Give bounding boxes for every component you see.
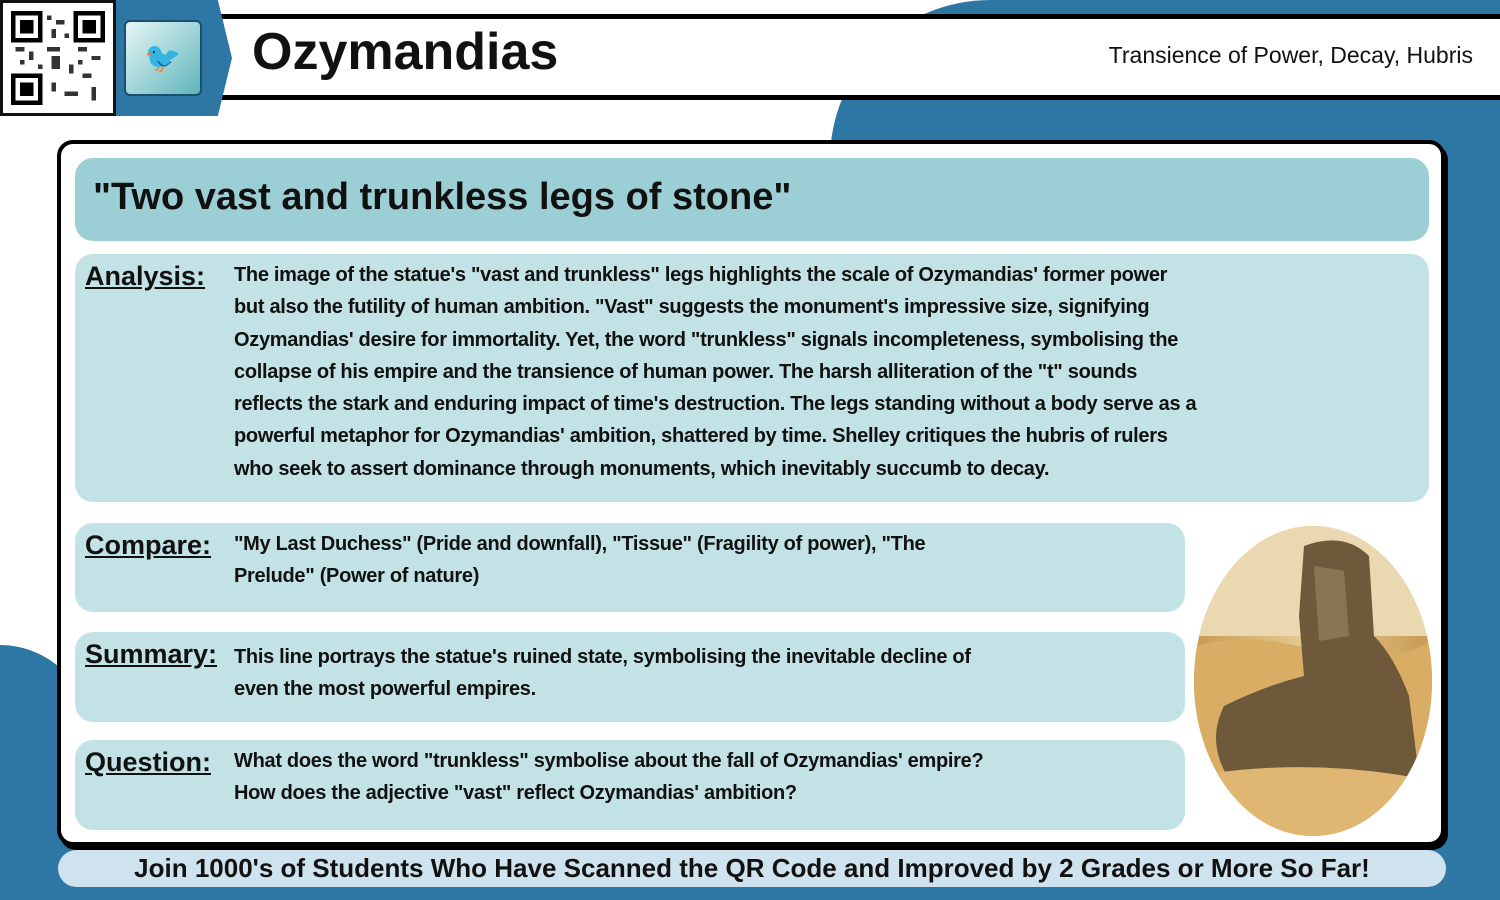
summary-label: Summary:: [85, 639, 218, 669]
text-line: The image of the statue's "vast and trunkless" legs highlights the scale of Ozymandias' former power: [234, 264, 1168, 286]
content-card: [57, 140, 1445, 846]
text-line: powerful metaphor for Ozymandias' ambition, shattered by time. Shelley critiques the hubris of rulers: [234, 425, 1168, 448]
compare-box: [75, 523, 1185, 612]
analysis-text: [234, 259, 1196, 485]
qr-code[interactable]: [0, 0, 116, 116]
text-line: Ozymandias' desire for immortality. Yet, the word "trunkless" signals incompleteness, symbolising the: [234, 328, 1179, 351]
question-label: Question:: [85, 747, 211, 777]
statue-image: [1194, 526, 1432, 836]
summary-text: [234, 641, 971, 706]
quote-heading: "Two vast and trunkless legs of stone": [75, 158, 1429, 241]
text-line: who seek to assert dominance through monuments, which inevitably succumb to decay.: [234, 457, 1050, 480]
text-line: Prelude" (Power of nature): [234, 565, 480, 588]
text-line: How does the adjective "vast" reflect Ozymandias' ambition?: [234, 782, 797, 805]
text-line: collapse of his empire and the transience of human power. The harsh alliteration of the "t" sounds: [234, 360, 1138, 383]
analysis-label: Analysis:: [85, 261, 206, 291]
text-line: What does the word "trunkless" symbolise about the fall of Ozymandias' empire?: [234, 750, 984, 772]
starling-logo: 🐦: [124, 20, 202, 96]
text-line: but also the futility of human ambition. "Vast" suggests the monument's impressive size, signifying: [234, 296, 1150, 319]
text-line: "My Last Duchess" (Pride and downfall), "Tissue" (Fragility of power), "The: [234, 533, 926, 555]
question-box: [75, 740, 1185, 830]
footer-banner: Join 1000's of Students Who Have Scanned the QR Code and Improved by 2 Grades or More So Far!: [58, 850, 1446, 887]
themes: Transience of Power, Decay, Hubris: [1108, 42, 1473, 68]
question-text: [234, 745, 983, 810]
summary-box: [75, 632, 1185, 722]
compare-label: Compare:: [85, 530, 212, 560]
text-line: even the most powerful empires.: [234, 678, 536, 701]
analysis-box: [75, 254, 1429, 502]
page-title: Ozymandias: [252, 23, 559, 81]
text-line: This line portrays the statue's ruined state, symbolising the inevitable decline of: [234, 646, 971, 668]
text-line: reflects the stark and enduring impact of time's destruction. The legs standing without a body serve as a: [234, 393, 1197, 416]
compare-text: [234, 528, 925, 593]
